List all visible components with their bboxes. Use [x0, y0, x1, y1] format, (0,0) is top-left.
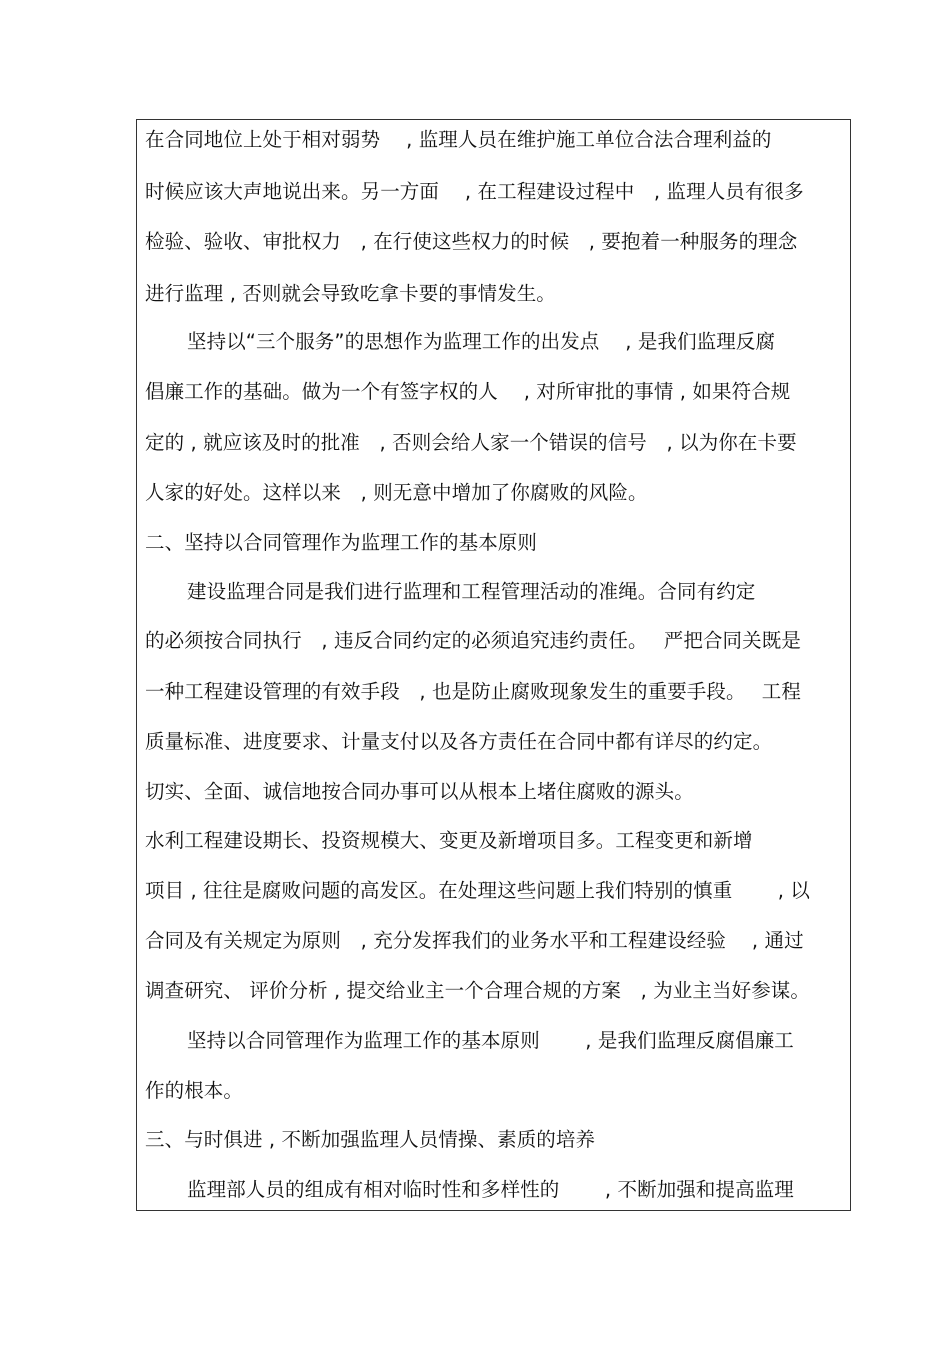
text-line: 的必须按合同执行 , 违反合同约定的必须追究违约责任。 严把合同关既是	[145, 629, 801, 652]
paragraph-start-line: 坚持以“三个服务”的思想作为监理工作的出发点 , 是我们监理反腐	[187, 330, 776, 353]
text-line: 水利工程建设期长、投资规模大、变更及新增项目多。工程变更和新增	[145, 829, 753, 852]
paragraph-start-line: 坚持以合同管理作为监理工作的基本原则 , 是我们监理反腐倡廉工	[187, 1029, 794, 1052]
text-line: 调查研究、 评价分析 , 提交给业主一个合理合规的方案 , 为业主当好参谋。	[145, 979, 810, 1002]
text-line: 在合同地位上处于相对弱势 , 监理人员在维护施工单位合法合理利益的	[145, 128, 772, 151]
text-line: 进行监理 , 否则就会导致吃拿卡要的事情发生。	[145, 282, 556, 305]
paragraph-start-line: 监理部人员的组成有相对临时性和多样性的 , 不断加强和提高监理	[187, 1178, 794, 1201]
section-heading: 二、坚持以合同管理作为监理工作的基本原则	[145, 531, 538, 554]
paragraph-start-line: 建设监理合同是我们进行监理和工程管理活动的准绳。合同有约定	[187, 580, 756, 603]
text-line: 项目 , 往往是腐败问题的高发区。在处理这些问题上我们特别的慎重 , 以	[145, 879, 810, 902]
text-line: 作的根本。	[145, 1079, 244, 1102]
text-line: 一种工程建设管理的有效手段 , 也是防止腐败现象发生的重要手段。 工程	[145, 680, 801, 703]
text-line: 倡廉工作的基础。做为一个有签字权的人 , 对所审批的事情 , 如果符合规	[145, 380, 791, 403]
text-line: 时候应该大声地说出来。另一方面 , 在工程建设过程中 , 监理人员有很多	[145, 180, 804, 203]
text-line: 质量标准、进度要求、计量支付以及各方责任在合同中都有详尽的约定。	[145, 730, 773, 753]
text-line: 检验、验收、审批权力 , 在行使这些权力的时候 , 要抱着一种服务的理念	[145, 230, 798, 253]
text-line: 切实、全面、诚信地按合同办事可以从根本上堵住腐败的源头。	[145, 780, 694, 803]
section-heading: 三、与时俱进 , 不断加强监理人员情操、素质的培养	[145, 1128, 596, 1151]
text-line: 定的 , 就应该及时的批准 , 否则会给人家一个错误的信号 , 以为你在卡要	[145, 431, 797, 454]
document-frame	[136, 119, 851, 1211]
text-line: 人家的好处。这样以来 , 则无意中增加了你腐败的风险。	[145, 481, 648, 504]
text-line: 合同及有关规定为原则 , 充分发挥我们的业务水平和工程建设经验 , 通过	[145, 929, 804, 952]
